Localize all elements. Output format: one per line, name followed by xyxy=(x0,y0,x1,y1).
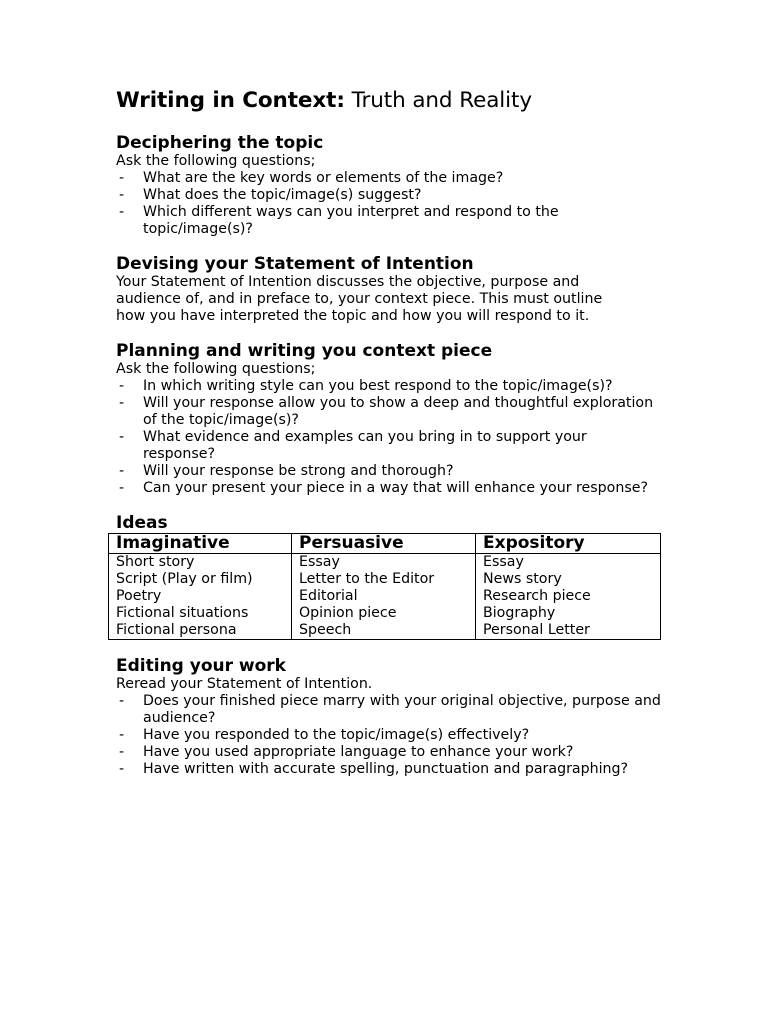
list-item xyxy=(116,480,662,497)
table-header-row xyxy=(109,534,661,554)
list-item xyxy=(116,187,662,204)
devising-line: how you have interpreted the topic and how you will respond to it. xyxy=(116,308,590,324)
table-cell: Editorial xyxy=(292,588,476,605)
page-title xyxy=(116,86,662,116)
planning-list xyxy=(116,378,662,497)
table-row xyxy=(109,554,661,572)
table-cell: Fictional situations xyxy=(109,605,292,622)
section-ideas xyxy=(116,514,662,640)
list-item-text: Which different ways can you interpret and respond to the topic/image(s)? xyxy=(143,204,559,237)
list-item xyxy=(116,463,662,480)
table-row xyxy=(109,622,661,640)
devising-line: audience of, and in preface to, your context piece. This must outline xyxy=(116,291,603,307)
list-item xyxy=(116,378,662,395)
list-item xyxy=(116,693,662,727)
deciphering-heading: Deciphering the topic xyxy=(116,133,324,153)
devising-heading: Devising your Statement of Intention xyxy=(116,254,474,274)
section-editing xyxy=(116,656,662,778)
list-item-text: What evidence and examples can you bring in to support your response? xyxy=(143,429,587,462)
list-item xyxy=(116,170,662,187)
list-item xyxy=(116,761,662,778)
dash-mark: - xyxy=(119,761,125,777)
dash-mark: - xyxy=(119,744,125,760)
column-header-imaginative: Imaginative xyxy=(109,534,292,554)
dash-mark: - xyxy=(119,480,125,496)
list-item xyxy=(116,727,662,744)
list-item xyxy=(116,744,662,761)
deciphering-list xyxy=(116,170,662,238)
dash-mark: - xyxy=(119,395,125,411)
dash-mark: - xyxy=(119,378,125,394)
list-item-text: What are the key words or elements of the image? xyxy=(143,170,504,186)
dash-mark: - xyxy=(119,463,125,479)
list-item-text: Have you responded to the topic/image(s) effectively? xyxy=(143,727,530,743)
table-cell: Personal Letter xyxy=(476,622,661,640)
list-item-text: Have you used appropriate language to enhance your work? xyxy=(143,744,574,760)
list-item-text: In which writing style can you best respond to the topic/image(s)? xyxy=(143,378,613,394)
list-item-text: Will your response be strong and thorough? xyxy=(143,463,454,479)
table-cell: Research piece xyxy=(476,588,661,605)
list-item-text: Can your present your piece in a way that will enhance your response? xyxy=(143,480,649,496)
ideas-heading: Ideas xyxy=(116,513,168,533)
list-item xyxy=(116,429,662,463)
editing-heading: Editing your work xyxy=(116,656,286,676)
section-devising xyxy=(116,254,662,325)
table-cell: Biography xyxy=(476,605,661,622)
ideas-table xyxy=(108,533,661,640)
list-item-text: Will your response allow you to show a deep and thoughtful exploration of the topic/image(s)? xyxy=(143,395,654,428)
title-bold: Writing in Context: xyxy=(116,88,345,113)
devising-line: Your Statement of Intention discusses the objective, purpose and xyxy=(116,274,580,290)
table-cell: Essay xyxy=(476,554,661,572)
list-item xyxy=(116,395,662,429)
section-planning xyxy=(116,341,662,497)
dash-mark: - xyxy=(119,204,125,220)
planning-intro: Ask the following questions; xyxy=(116,361,316,377)
column-header-persuasive: Persuasive xyxy=(292,534,476,554)
table-cell: Opinion piece xyxy=(292,605,476,622)
dash-mark: - xyxy=(119,429,125,445)
table-cell: Fictional persona xyxy=(109,622,292,640)
deciphering-intro: Ask the following questions; xyxy=(116,153,316,169)
table-row xyxy=(109,588,661,605)
planning-heading: Planning and writing you context piece xyxy=(116,341,493,361)
table-cell: Short story xyxy=(109,554,292,572)
dash-mark: - xyxy=(119,187,125,203)
table-cell: Speech xyxy=(292,622,476,640)
section-deciphering xyxy=(116,133,662,238)
table-cell: Poetry xyxy=(109,588,292,605)
dash-mark: - xyxy=(119,693,125,709)
table-cell: Script (Play or film) xyxy=(109,571,292,588)
table-cell: News story xyxy=(476,571,661,588)
title-rest: Truth and Reality xyxy=(344,88,532,113)
list-item-text: Does your finished piece marry with your original objective, purpose and audience? xyxy=(143,693,661,726)
table-row xyxy=(109,571,661,588)
list-item-text: What does the topic/image(s) suggest? xyxy=(143,187,422,203)
editing-intro: Reread your Statement of Intention. xyxy=(116,676,373,692)
dash-mark: - xyxy=(119,170,125,186)
column-header-expository: Expository xyxy=(476,534,661,554)
table-row xyxy=(109,605,661,622)
table-cell: Essay xyxy=(292,554,476,572)
editing-list xyxy=(116,693,662,778)
table-cell: Letter to the Editor xyxy=(292,571,476,588)
list-item xyxy=(116,204,662,238)
dash-mark: - xyxy=(119,727,125,743)
list-item-text: Have written with accurate spelling, punctuation and paragraphing? xyxy=(143,761,629,777)
